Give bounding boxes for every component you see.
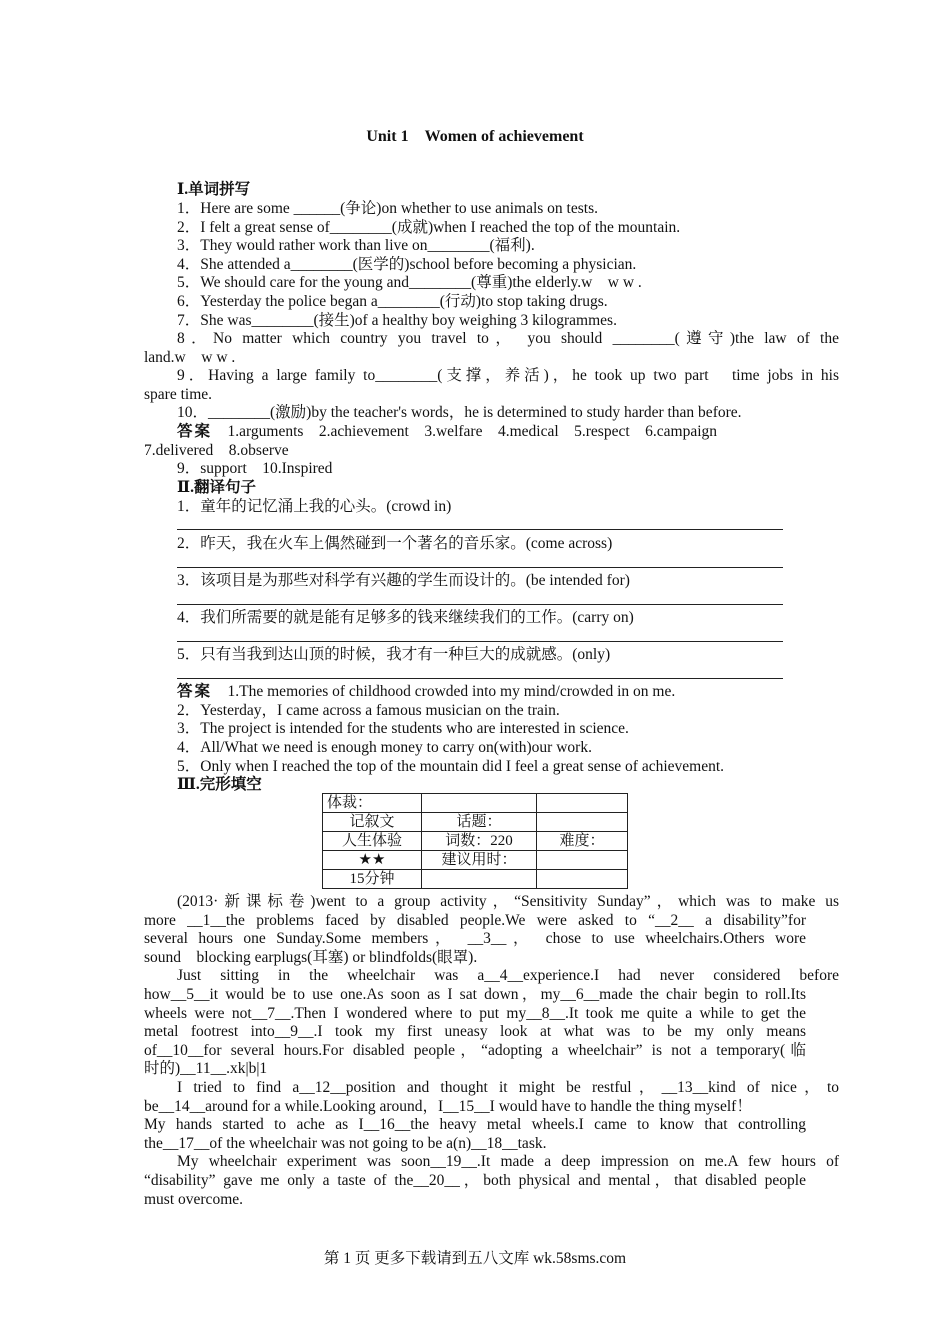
s2-answer-5: 5．Only when I reached the top of the mountain did I feel a great sense of achievement. [177,758,725,775]
s1-item-5: 5．We should care for the young and________(尊重)the elderly.w w w . [177,274,642,291]
s1-item-8-line1: 8．No matter which country you travel to， you should ________(遵守)the law of the [177,330,839,347]
table-cell [422,870,537,889]
passage-line: of__10__for several hours.For disabled people，“adopting a wheelchair” is not a temporary(临 [144,1041,806,1059]
s1-item-8-line2: land.w w w . [144,349,236,366]
passage-line: the__17__of the wheelchair was not going to be a(n)__18__task. [144,1134,547,1152]
s2-answer-line1 [144,682,839,701]
passage-line: sound blocking earplugs(耳塞) or blindfolds(眼罩). [144,948,478,966]
s1-item-2: 2．I felt a great sense of________(成就)when I reached the top of the mountain. [177,219,681,236]
table-cell [422,794,537,813]
table-cell: 人生体验 [323,832,422,851]
s1-item-9-line1: 9．Having a large family to________(支撑，养活)，he took up two part time jobs in his [177,367,839,384]
table-cell [537,851,628,870]
s2-item-2: 2．昨天，我在火车上偶然碰到一个著名的音乐家。(come across) [177,535,613,552]
section1-heading: Ⅰ.单词拼写 [177,181,251,198]
s2-answer-3: 3．The project is intended for the students who are interested in science. [177,720,629,737]
s2-answer-line-4 [177,641,783,642]
passage-line: Just sitting in the wheelchair was a__4__experience.I had never considered before [177,967,839,985]
table-cell: 15分钟 [323,870,422,889]
table-cell: 建议用时： [422,851,537,870]
table-cell: 难度： [537,832,628,851]
s2-item-4: 4．我们所需要的就是能有足够多的钱来继续我们的工作。(carry on) [177,609,634,626]
passage-line: My wheelchair experiment was soon__19__.It made a deep impression on me.A few hours of [177,1153,839,1171]
s1-answer-line3: 9．support 10.Inspired [177,460,333,477]
s2-answer-4: 4．All/What we need is enough money to carry on(with)our work. [177,739,592,756]
s2-answer-line-2 [177,567,783,568]
passage-line: wheels were not__7__.Then I wondered where to put my__8__.It took me quite a while to get the [144,1004,806,1022]
s2-answer-line-3 [177,604,783,605]
s1-item-6: 6．Yesterday the police began a________(行动)to stop taking drugs. [177,293,608,310]
s1-answer-label: 答案 [177,423,213,440]
s1-answer-text: 1.arguments 2.achievement 3.welfare 4.medical 5.respect 6.campaign [212,423,718,440]
table-cell [537,813,628,832]
s2-answer-2: 2．Yesterday，I came across a famous musician on the train. [177,702,560,719]
passage-line: 时的)__11__.xk|b|1 [144,1060,268,1078]
passage-info-table [322,793,628,889]
table-cell: 体裁： [323,794,422,813]
passage-line: metal footrest into__9__.I took my first uneasy look at what was to be my only means [144,1023,806,1041]
section3-heading: Ⅲ.完形填空 [177,776,262,793]
passage-line: My hands started to ache as I__16__the heavy metal wheels.I came to know that controlling [144,1116,806,1134]
s2-item-1: 1．童年的记忆涌上我的心头。(crowd in) [177,498,452,515]
table-cell [537,870,628,889]
table-cell: ★★ [323,851,422,870]
s1-item-3: 3．They would rather work than live on________(福利). [177,237,535,254]
passage-line: how__5__it would be to use one.As soon as I sat down，my__6__made the chair begin to roll.Its [144,986,806,1003]
table-row [323,832,628,851]
table-cell: 记叙文 [323,813,422,832]
page-title: Unit 1 Women of achievement [366,128,584,145]
passage-line: more __1__the problems faced by disabled people.We were asked to “__2__ a disability”for [144,911,806,929]
s2-answer-line-1 [177,529,783,530]
table-row [323,794,628,813]
passage-line: I tried to find a__12__position and thought it might be restful，__13__kind of nice，to [177,1079,839,1096]
s1-item-9-line2: spare time. [144,386,213,403]
passage-line: several hours one Sunday.Some members， __3__， chose to use wheelchairs.Others wore [144,930,806,948]
s1-item-1: 1．Here are some ______(争论)on whether to use animals on tests. [177,200,598,217]
s2-answer-line-5 [177,678,783,679]
passage-line: be__14__around for a while.Looking around，I__15__I would have to handle the thing myself！ [144,1097,752,1115]
section2-heading: Ⅱ.翻译句子 [177,479,256,496]
table-cell: 话题： [422,813,537,832]
s1-answer-line1 [144,422,839,441]
s2-answer-label: 答案 [177,683,213,700]
table-row [323,870,628,889]
table-row [323,851,628,870]
s2-item-3: 3．该项目是为那些对科学有兴趣的学生而设计的。(be intended for) [177,572,630,589]
passage-line: must overcome. [144,1190,244,1208]
s1-answer-line2: 7.delivered 8.observe [144,442,289,459]
s2-item-5: 5．只有当我到达山顶的时候，我才有一种巨大的成就感。(only) [177,646,611,663]
s2-answer-1: 1.The memories of childhood crowded into my mind/crowded in on me. [227,683,676,700]
page-footer: 第 1 页 更多下载请到五八文库 wk.58sms.com [323,1250,627,1267]
table-cell: 词数：220 [422,832,537,851]
passage-line: “disability” gave me only a taste of the__20__，both physical and mental，that disabled people [144,1172,806,1189]
s1-item-10: 10．________(激励)by the teacher's words，he is determined to study harder than before. [177,404,742,421]
s1-item-7: 7．She was________(接生)of a healthy boy weighing 3 kilogrammes. [177,312,617,329]
passage-line: (2013·新课标卷)went to a group activity，“Sensitivity Sunday”，which was to make us [177,893,839,910]
table-row [323,813,628,832]
table-cell [537,794,628,813]
s1-item-4: 4．She attended a________(医学的)school before becoming a physician. [177,256,637,273]
